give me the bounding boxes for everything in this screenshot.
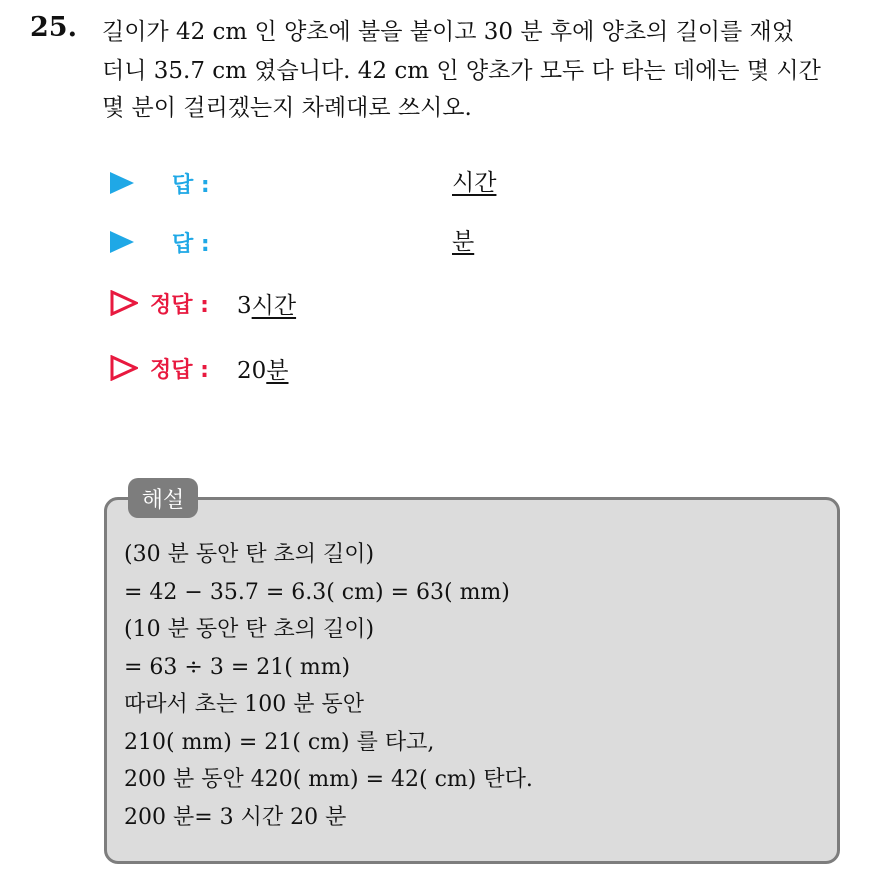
answer-unit-hours: 시간 — [452, 170, 497, 196]
explanation-line: (10 분 동안 탄 초의 길이) — [124, 617, 375, 642]
question-line-3: 몇 분이 걸리겠는지 차례대로 쓰시오. — [102, 95, 472, 121]
solution-number: 20 — [237, 358, 267, 384]
answer-unit-minutes: 분 — [452, 229, 475, 255]
answer-marker-icon — [110, 231, 134, 253]
solution-label: 정답 : — [150, 293, 209, 318]
explanation-line: 200 분 동안 420( mm) = 42( cm) 탄다. — [124, 767, 533, 792]
explanation-line: = 42 − 35.7 = 6.3( cm) = 63( mm) — [124, 579, 510, 605]
solution-unit: 시간 — [251, 293, 297, 319]
explanation-line: (30 분 동안 탄 초의 길이) — [124, 542, 375, 567]
answer-label: 답 : — [172, 232, 210, 257]
explanation-text — [124, 536, 533, 836]
solution-unit: 분 — [266, 358, 289, 384]
solution-marker-icon — [110, 355, 138, 381]
question-number: 25. — [30, 12, 77, 43]
solution-value-hours — [237, 287, 296, 320]
solution-label: 정답 : — [150, 358, 209, 383]
explanation-line: = 63 ÷ 3 = 21( mm) — [124, 654, 351, 680]
explanation-title: 해설 — [128, 478, 198, 518]
explanation-line: 200 분= 3 시간 20 분 — [124, 804, 347, 830]
solution-value-minutes — [237, 352, 289, 385]
solution-marker-icon — [110, 290, 138, 316]
explanation-line: 따라서 초는 100 분 동안 — [124, 692, 364, 717]
question-line-1: 길이가 42 cm 인 양초에 불을 붙이고 30 분 후에 양초의 길이를 재었 — [102, 19, 794, 45]
explanation-line: 210( mm) = 21( cm) 를 타고, — [124, 729, 435, 755]
answer-label: 답 : — [172, 173, 210, 198]
answer-marker-icon — [110, 172, 134, 194]
solution-number: 3 — [237, 293, 252, 319]
question-line-2: 더니 35.7 cm 였습니다. 42 cm 인 양초가 모두 다 타는 데에는 몇 시간 — [102, 58, 821, 84]
